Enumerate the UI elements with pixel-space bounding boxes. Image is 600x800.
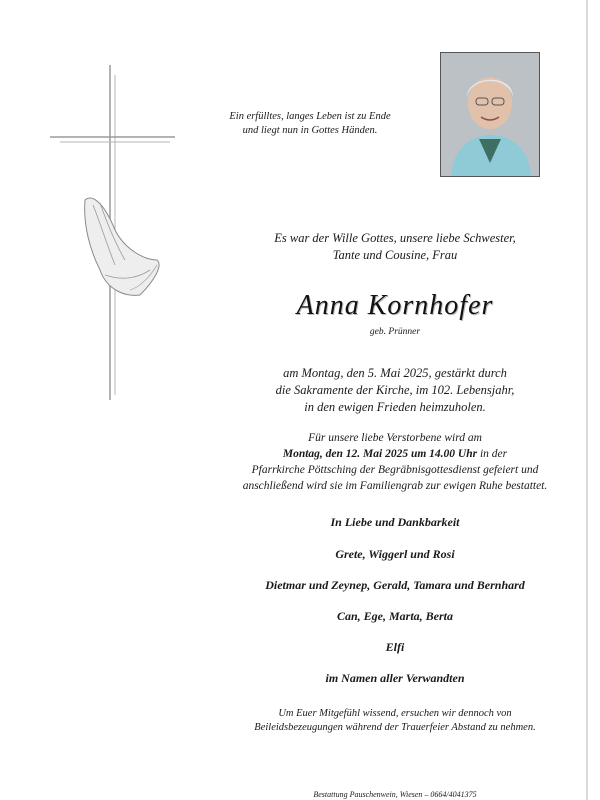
funeral-line-1: Für unsere liebe Verstorbene wird am	[308, 432, 482, 444]
death-line-2: die Sakramente der Kirche, im 102. Lebensjahr,	[275, 383, 515, 397]
funeral-notice	[190, 430, 600, 494]
closing-line-2: Beileidsbezeugungen während der Trauerfeier Abstand zu nehmen.	[254, 722, 536, 733]
closing-line-1: Um Euer Mitgefühl wissend, ersuchen wir dennoch von	[278, 708, 512, 719]
funeral-line-2-rest: in der	[477, 448, 508, 460]
maiden-name: geb. Prünner	[369, 327, 421, 337]
mourner-line-3: Dietmar und Zeynep, Gerald, Tamara und Bernhard	[265, 578, 525, 592]
intro-text	[190, 230, 600, 264]
mourner-line-6: im Namen aller Verwandten	[325, 671, 465, 685]
mourner-line-1: In Liebe und Dankbarkeit	[330, 515, 460, 529]
deceased-name: Anna Kornhofer	[296, 290, 494, 321]
mourner-line-2: Grete, Wiggerl und Rosi	[335, 547, 455, 561]
intro-line-2: Tante und Cousine, Frau	[332, 248, 458, 262]
funeral-date: Montag, den 12. Mai 2025 um 14.00 Uhr	[282, 448, 478, 460]
cross-icon	[45, 65, 180, 400]
closing-note	[190, 707, 600, 735]
death-line-1: am Montag, den 5. Mai 2025, gestärkt durch	[283, 366, 507, 380]
quote-line-1: Ein erfülltes, langes Leben ist zu Ende	[229, 111, 391, 122]
quote-line-2: und liegt nun in Gottes Händen.	[242, 125, 378, 136]
praying-hands-icon	[85, 198, 159, 295]
mourner-line-5: Elfi	[385, 640, 405, 654]
portrait-photo	[440, 52, 540, 177]
mourner-line-4: Can, Ege, Marta, Berta	[336, 609, 453, 623]
funeral-line-3: Pfarrkirche Pöttsching der Begräbnisgottesdienst gefeiert und	[251, 464, 539, 476]
death-line-3: in den ewigen Frieden heimzuholen.	[304, 400, 486, 414]
opening-quote	[205, 110, 415, 138]
funeral-line-2	[190, 446, 600, 462]
death-notice	[190, 365, 600, 416]
intro-line-1: Es war der Wille Gottes, unsere liebe Schwester,	[274, 231, 516, 245]
funeral-home-footer: Bestattung Pauschenwein, Wiesen – 0664/4041375	[313, 790, 477, 799]
funeral-line-4: anschließend wird sie im Familiengrab zur ewigen Ruhe bestattet.	[242, 480, 548, 492]
